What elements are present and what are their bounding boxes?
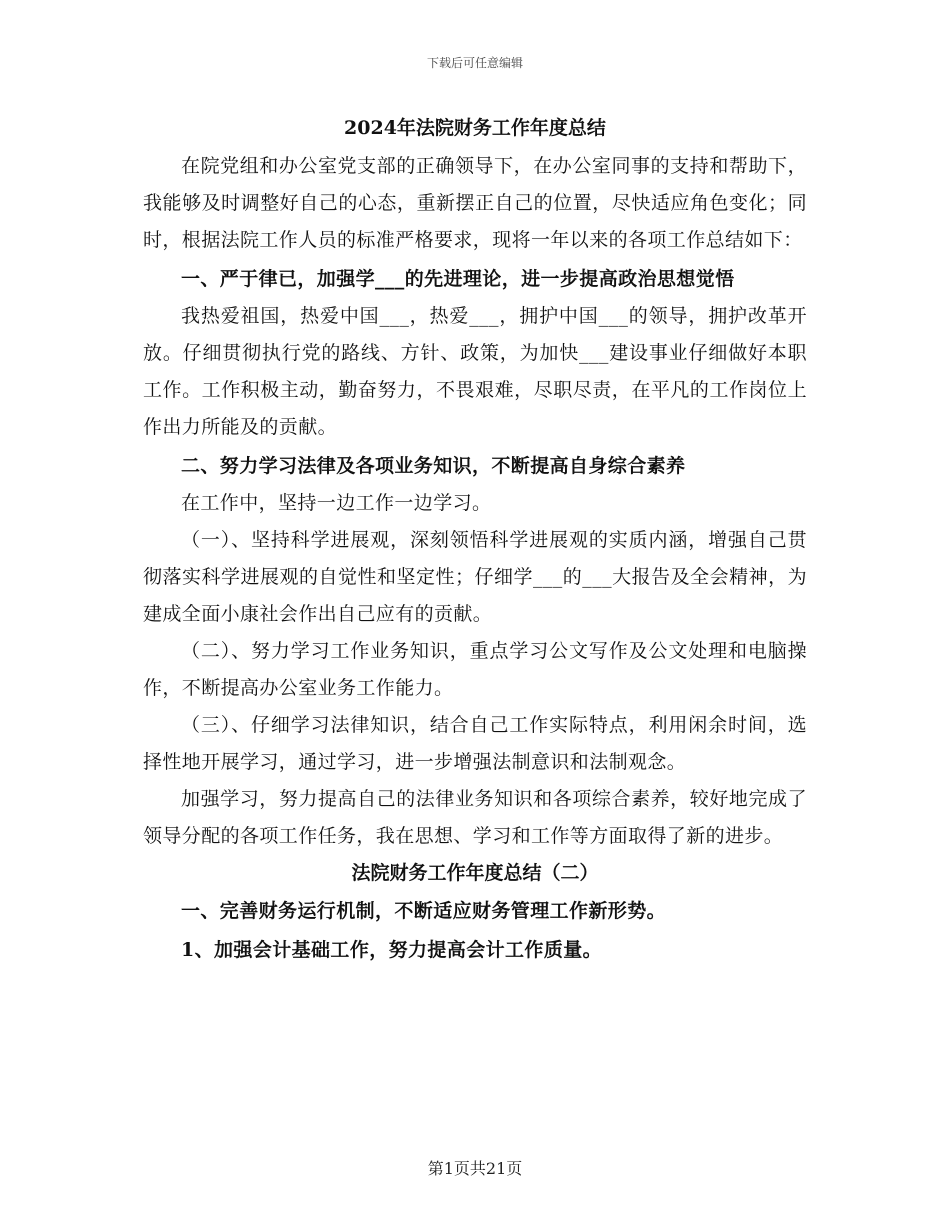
body-paragraph: 我热爱祖国，热爱中国___，热爱___，拥护中国___的领导，拥护改革开放。仔细贯彻执行党的路线、方针、政策，为加快___建设事业仔细做好本职工作。工作积极主动，勤奋努力，不畏艰难，尽职尽责，在平凡的工作岗位上作出力所能及的贡献。 xyxy=(143,305,807,438)
list-item-paragraph: （二）、努力学习工作业务知识，重点学习公文写作及公文处理和电脑操作，不断提高办公室业务工作能力。 xyxy=(143,640,807,699)
summary-paragraph: 加强学习，努力提高自己的法律业务知识和各项综合素养，较好地完成了领导分配的各项工作任务，我在思想、学习和工作等方面取得了新的进步。 xyxy=(143,788,807,847)
list-item-paragraph: （三）、仔细学习法律知识，结合自己工作实际特点，利用闲余时间，选择性地开展学习，通过学习，进一步增强法制意识和法制观念。 xyxy=(143,714,807,773)
subsection-heading: 1、加强会计基础工作，努力提高会计工作质量。 xyxy=(181,939,603,961)
list-item-paragraph: （一）、坚持科学进展观，深刻领悟科学进展观的实质内涵，增强自己贯彻落实科学进展观的自觉性和坚定性；仔细学___的___大报告及全会精神，为建成全面小康社会作出自己应有的贡献。 xyxy=(143,529,807,625)
section-heading-1: 一、严于律已，加强学___的先进理论，进一步提高政治思想觉悟 xyxy=(181,268,735,290)
document-body xyxy=(143,110,807,969)
page-number: 第1页共21页 xyxy=(427,1159,523,1178)
document-subtitle: 法院财务工作年度总结（二） xyxy=(351,862,599,884)
document-title: 2024年法院财务工作年度总结 xyxy=(344,117,606,139)
page-header-note: 下载后可任意编辑 xyxy=(426,56,523,70)
section-heading-3: 一、完善财务运行机制，不断适应财务管理工作新形势。 xyxy=(181,900,667,922)
intro-paragraph: 在院党组和办公室党支部的正确领导下，在办公室同事的支持和帮助下，我能够及时调整好自己的心态，重新摆正自己的位置，尽快适应角色变化；同时，根据法院工作人员的标准严格要求，现将一年以来的各项工作总结如下： xyxy=(143,155,807,251)
section-heading-2: 二、努力学习法律及各项业务知识，不断提高自身综合素养 xyxy=(181,455,686,477)
body-paragraph: 在工作中，坚持一边工作一边学习。 xyxy=(181,492,492,514)
